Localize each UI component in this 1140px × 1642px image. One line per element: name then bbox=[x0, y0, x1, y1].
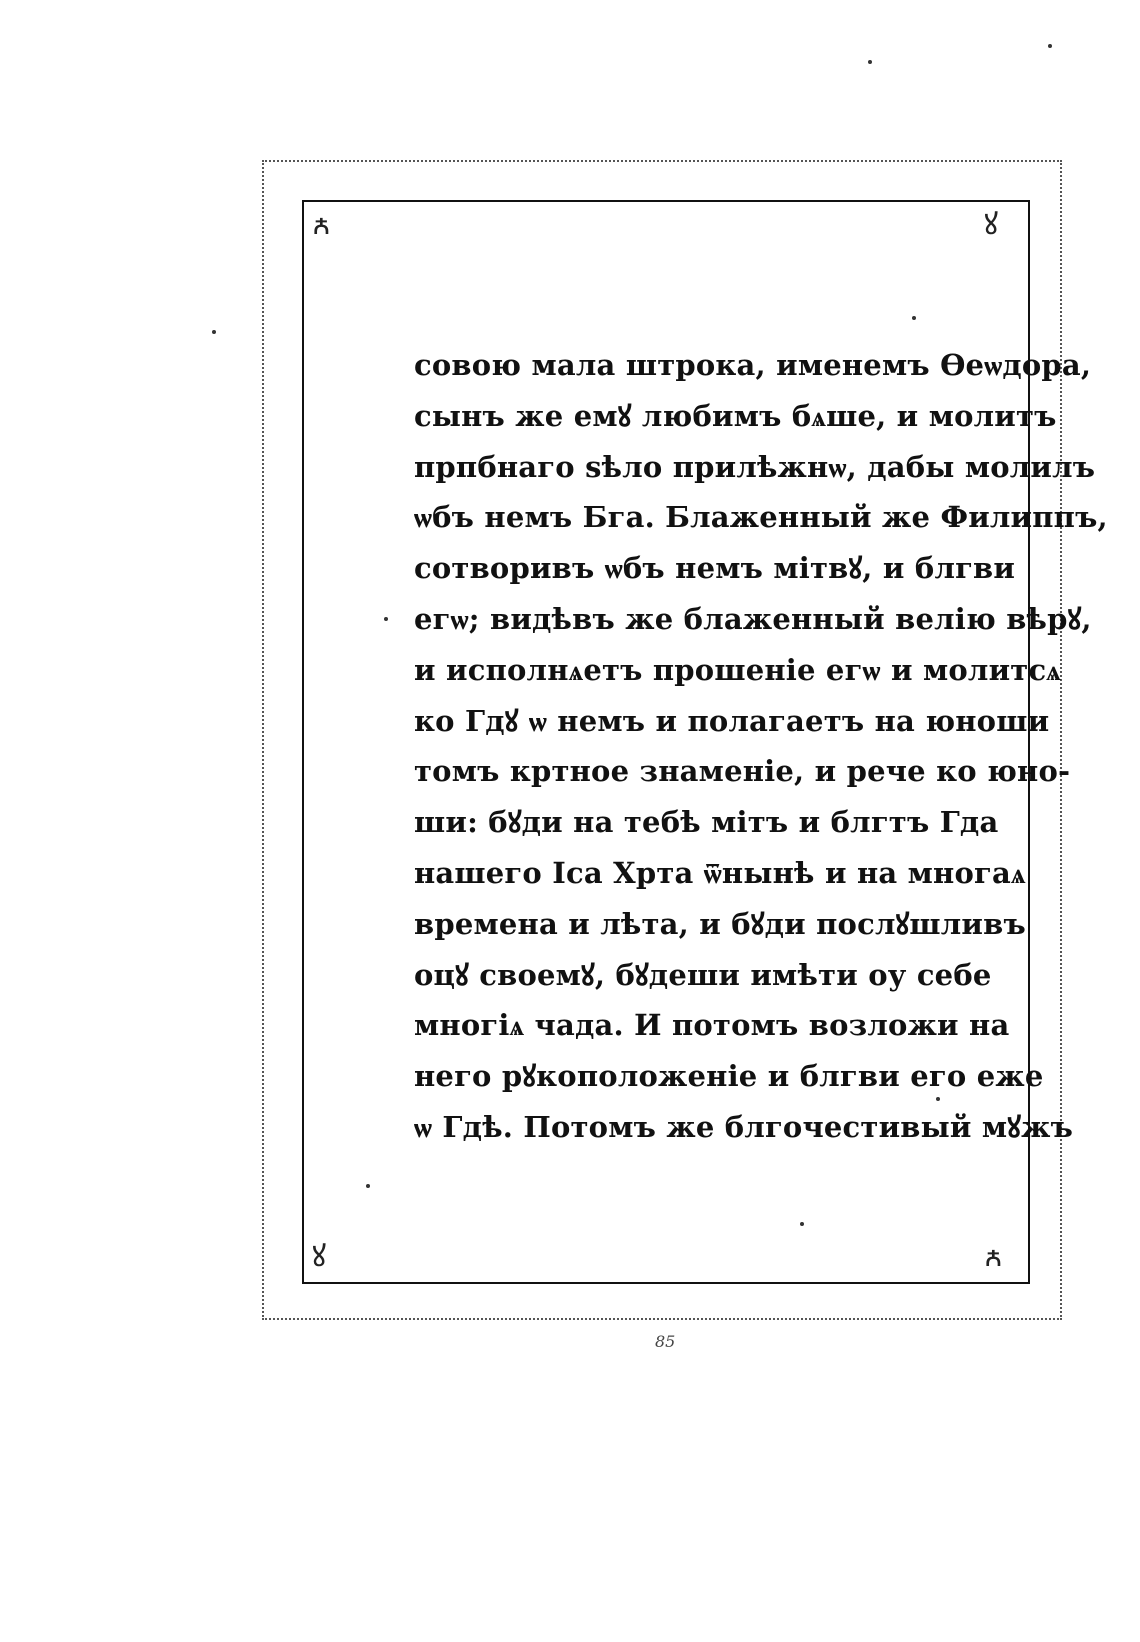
text-line: оцꙋ своемꙋ, бꙋдеши имѣти оу себе bbox=[414, 957, 992, 992]
text-line: нашего Іса Хрта ѿнынѣ и на многаѧ bbox=[414, 855, 1026, 890]
scan-speck bbox=[936, 1097, 940, 1101]
scan-speck bbox=[212, 330, 216, 334]
text-line: прпбнаго ѕѣло прилѣжнѡ, дабы молилъ bbox=[414, 449, 1096, 484]
text-line: и исполнѧетъ прошеніе егѡ и молитсѧ bbox=[414, 652, 1062, 687]
scan-speck bbox=[1048, 44, 1052, 48]
text-line: времена и лѣта, и бꙋди послꙋшливъ bbox=[414, 906, 1026, 941]
text-line: сотворивъ ѡбъ немъ мітвꙋ, и блгви bbox=[414, 551, 1016, 586]
corner-ornament-bottom-left: ꙋ bbox=[312, 1239, 325, 1274]
corner-ornament-top-left: ꙉ bbox=[312, 207, 329, 242]
text-line: томъ кртное знаменіе, и рече ко юно- bbox=[414, 754, 1071, 789]
scan-speck bbox=[868, 60, 872, 64]
corner-ornament-top-right: ꙋ bbox=[984, 207, 997, 242]
scan-speck bbox=[912, 316, 916, 320]
page-number: 85 bbox=[655, 1332, 676, 1351]
scan-speck bbox=[800, 1222, 804, 1226]
text-line: сынъ же емꙋ любимъ бѧше, и молитъ bbox=[414, 398, 1057, 433]
text-line: ѡбъ немъ Бга. Блаженный же Филиппъ, bbox=[414, 500, 1108, 535]
text-line: ко Гдꙋ ѡ немъ и полагаетъ на юноши bbox=[414, 703, 1050, 738]
body-text bbox=[414, 340, 1108, 1153]
text-line: него рꙋкоположеніе и блгви его еже bbox=[414, 1059, 1044, 1094]
scan-speck bbox=[384, 617, 388, 621]
text-line: совою мала штрока, именемъ Ѳеѡдора, bbox=[414, 348, 1092, 382]
text-line: ши: бꙋди на тебѣ мітъ и блгтъ Гда bbox=[414, 805, 999, 840]
text-line: ѡ Гдѣ. Потомъ же блгочестивый мꙋжъ bbox=[414, 1109, 1074, 1144]
scan-speck bbox=[366, 1184, 370, 1188]
corner-ornament-bottom-right: ꙉ bbox=[984, 1239, 1001, 1274]
text-line: многіѧ чада. И потомъ возложи на bbox=[414, 1008, 1010, 1043]
text-line: егѡ; видѣвъ же блаженный велію вѣрꙋ, bbox=[414, 601, 1092, 636]
